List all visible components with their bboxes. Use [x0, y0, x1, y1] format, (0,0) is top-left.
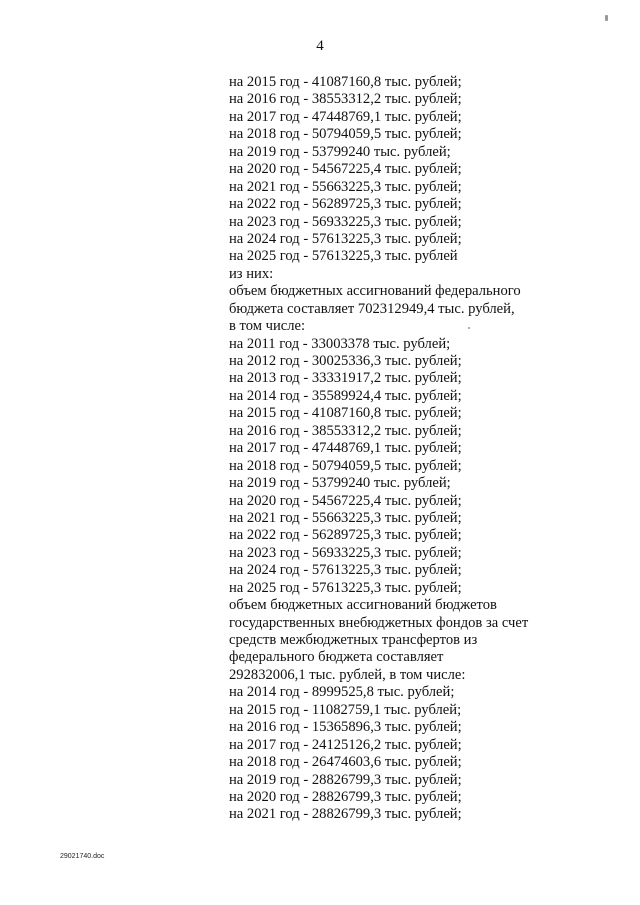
text-line: в том числе: — [229, 318, 306, 335]
text-line: на 2011 год - 33003378 тыс. рублей; — [229, 335, 451, 352]
text-line: на 2012 год - 30025336,3 тыс. рублей; — [229, 353, 462, 369]
text-line: на 2021 год - 28826799,3 тыс. рублей; — [229, 806, 462, 823]
text-line: федерального бюджета составляет — [229, 649, 444, 666]
text-line: на 2021 год - 55663225,3 тыс. рублей; — [229, 509, 462, 526]
text-line: на 2013 год - 33331917,2 тыс. рублей; — [229, 370, 462, 387]
text-line: объем бюджетных ассигнований федерального — [229, 283, 521, 300]
text-line: 292832006,1 тыс. рублей, в том числе: — [229, 666, 466, 683]
text-line: на 2019 год - 53799240 тыс. рублей; — [229, 143, 451, 160]
text-line: на 2022 год - 56289725,3 тыс. рублей; — [229, 527, 462, 544]
file-name-footer: 29021740.doc — [60, 853, 105, 860]
text-line: на 2020 год - 54567225,4 тыс. рублей; — [229, 161, 462, 178]
text-line: на 2025 год - 57613225,3 тыс. рублей — [229, 248, 458, 265]
text-line: на 2016 год - 38553312,2 тыс. рублей; — [229, 422, 462, 439]
text-line: на 2015 год - 41087160,8 тыс. рублей; — [229, 405, 462, 422]
text-line: из них: — [229, 265, 274, 282]
text-line: на 2015 год - 41087160,8 тыс. рублей; — [229, 74, 462, 90]
text-line: на 2020 год - 54567225,4 тыс. рублей; — [229, 492, 462, 509]
text-line: на 2017 год - 24125126,2 тыс. рублей; — [229, 736, 462, 753]
text-line: бюджета составляет 702312949,4 тыс. рублей, — [229, 300, 515, 317]
text-line: на 2016 год - 38553312,2 тыс. рублей; — [229, 91, 462, 108]
text-line: на 2015 год - 11082759,1 тыс. рублей; — [229, 701, 462, 718]
text-line: на 2019 год - 28826799,3 тыс. рублей; — [229, 771, 462, 788]
text-line: на 2025 год - 57613225,3 тыс. рублей; — [229, 579, 462, 596]
text-line: на 2017 год - 47448769,1 тыс. рублей; — [229, 440, 462, 457]
scan-speck — [468, 327, 470, 329]
document-body — [229, 74, 528, 824]
text-line: на 2022 год - 56289725,3 тыс. рублей; — [229, 196, 462, 213]
text-line: средств межбюджетных трансфертов из — [229, 632, 478, 648]
text-line: объем бюджетных ассигнований бюджетов — [229, 597, 497, 614]
text-line: на 2018 год - 50794059,5 тыс. рублей; — [229, 126, 462, 143]
text-line: на 2017 год - 47448769,1 тыс. рублей; — [229, 108, 462, 125]
text-line: на 2018 год - 26474603,6 тыс. рублей; — [229, 754, 462, 771]
text-line: на 2024 год - 57613225,3 тыс. рублей; — [229, 562, 462, 579]
text-line: на 2014 год - 8999525,8 тыс. рублей; — [229, 684, 455, 701]
text-line: на 2024 год - 57613225,3 тыс. рублей; — [229, 230, 462, 247]
text-line: государственных внебюджетных фондов за счет — [229, 614, 529, 631]
text-line: на 2020 год - 28826799,3 тыс. рублей; — [229, 788, 462, 805]
text-line: на 2021 год - 55663225,3 тыс. рублей; — [229, 178, 462, 195]
page-number: 4 — [316, 38, 324, 54]
text-line: на 2023 год - 56933225,3 тыс. рублей; — [229, 213, 462, 230]
text-line: на 2016 год - 15365896,3 тыс. рублей; — [229, 719, 462, 736]
text-line: на 2014 год - 35589924,4 тыс. рублей; — [229, 387, 462, 404]
text-line: на 2019 год - 53799240 тыс. рублей; — [229, 475, 451, 492]
scan-speck — [605, 15, 608, 21]
text-line: на 2023 год - 56933225,3 тыс. рублей; — [229, 544, 462, 561]
text-line: на 2018 год - 50794059,5 тыс. рублей; — [229, 457, 462, 474]
